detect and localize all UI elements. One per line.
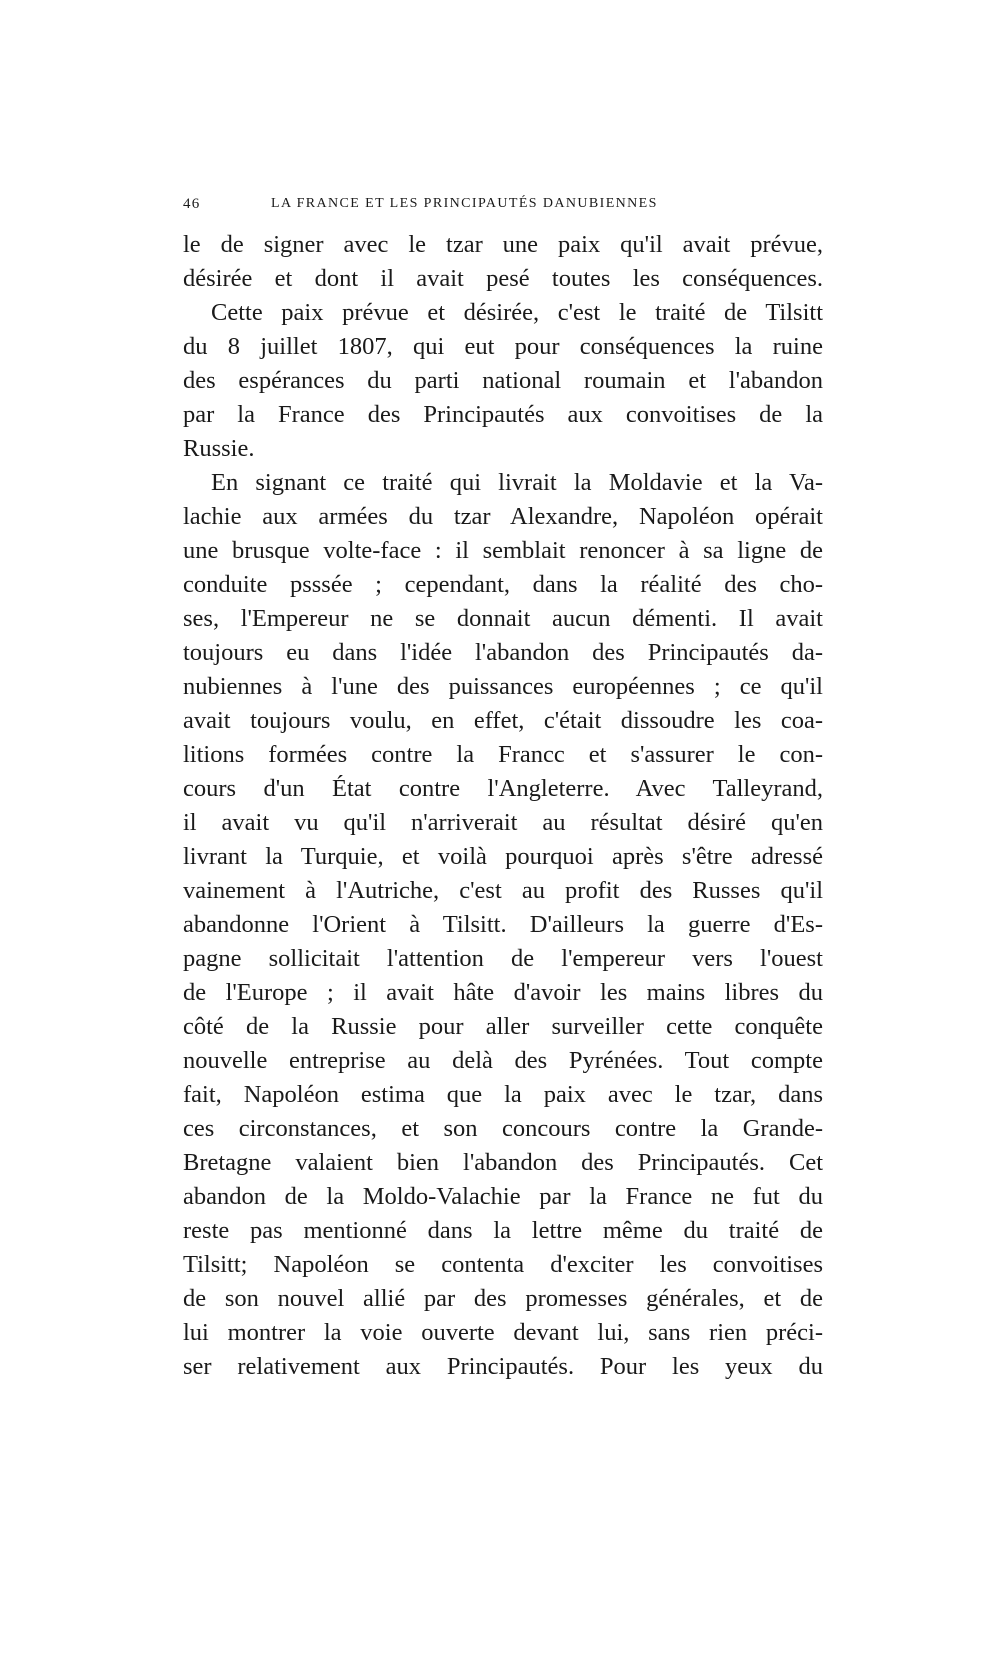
text-line: désirée et dont il avait pesé toutes les conséquences.: [183, 265, 823, 292]
text-line: avait toujours voulu, en effet, c'était dissoudre les coa-: [183, 707, 823, 734]
text-line: de son nouvel allié par des promesses générales, et de: [183, 1285, 823, 1312]
text-line: Cette paix prévue et désirée, c'est le traité de Tilsitt: [211, 299, 823, 326]
text-line: lui montrer la voie ouverte devant lui, sans rien préci-: [183, 1319, 823, 1346]
body-text: [183, 228, 823, 1384]
text-line: du 8 juillet 1807, qui eut pour conséquences la ruine: [183, 333, 823, 360]
text-line: ser relativement aux Principautés. Pour les yeux du: [183, 1353, 823, 1380]
text-line: une brusque volte-face : il semblait renoncer à sa ligne de: [183, 537, 823, 564]
text-line: livrant la Turquie, et voilà pourquoi après s'être adressé: [183, 843, 823, 870]
text-line: ces circonstances, et son concours contre la Grande-: [183, 1115, 823, 1142]
text-line: pagne sollicitait l'attention de l'empereur vers l'ouest: [183, 945, 823, 972]
text-line: abandonne l'Orient à Tilsitt. D'ailleurs la guerre d'Es-: [183, 911, 823, 938]
text-line: nubiennes à l'une des puissances européennes ; ce qu'il: [183, 673, 823, 700]
text-line: Russie.: [183, 435, 255, 462]
text-line: Tilsitt; Napoléon se contenta d'exciter les convoitises: [183, 1251, 823, 1278]
text-line: vainement à l'Autriche, c'est au profit des Russes qu'il: [183, 877, 823, 904]
text-line: côté de la Russie pour aller surveiller cette conquête: [183, 1013, 823, 1040]
text-line: il avait vu qu'il n'arriverait au résultat désiré qu'en: [183, 809, 823, 836]
text-line: toujours eu dans l'idée l'abandon des Principautés da-: [183, 639, 823, 666]
page-number: 46: [183, 196, 201, 212]
running-head: [183, 196, 823, 220]
text-line: nouvelle entreprise au delà des Pyrénées. Tout compte: [183, 1047, 823, 1074]
text-line: le de signer avec le tzar une paix qu'il avait prévue,: [183, 231, 823, 258]
running-title: LA FRANCE ET LES PRINCIPAUTÉS DANUBIENNES: [271, 196, 658, 211]
text-line: Bretagne valaient bien l'abandon des Principautés. Cet: [183, 1149, 823, 1176]
text-line: abandon de la Moldo-Valachie par la France ne fut du: [183, 1183, 823, 1210]
text-line: conduite psssée ; cependant, dans la réalité des cho-: [183, 571, 823, 598]
text-line: par la France des Principautés aux convoitises de la: [183, 401, 823, 428]
text-line: des espérances du parti national roumain et l'abandon: [183, 367, 823, 394]
text-line: reste pas mentionné dans la lettre même du traité de: [183, 1217, 823, 1244]
text-line: de l'Europe ; il avait hâte d'avoir les mains libres du: [183, 979, 823, 1006]
text-line: fait, Napoléon estima que la paix avec le tzar, dans: [183, 1081, 823, 1108]
text-line: litions formées contre la Francc et s'assurer le con-: [183, 741, 823, 768]
text-line: cours d'un État contre l'Angleterre. Avec Talleyrand,: [183, 775, 823, 802]
text-line: ses, l'Empereur ne se donnait aucun démenti. Il avait: [183, 605, 823, 632]
text-line: En signant ce traité qui livrait la Moldavie et la Va-: [211, 469, 823, 496]
text-line: lachie aux armées du tzar Alexandre, Napoléon opérait: [183, 503, 823, 530]
